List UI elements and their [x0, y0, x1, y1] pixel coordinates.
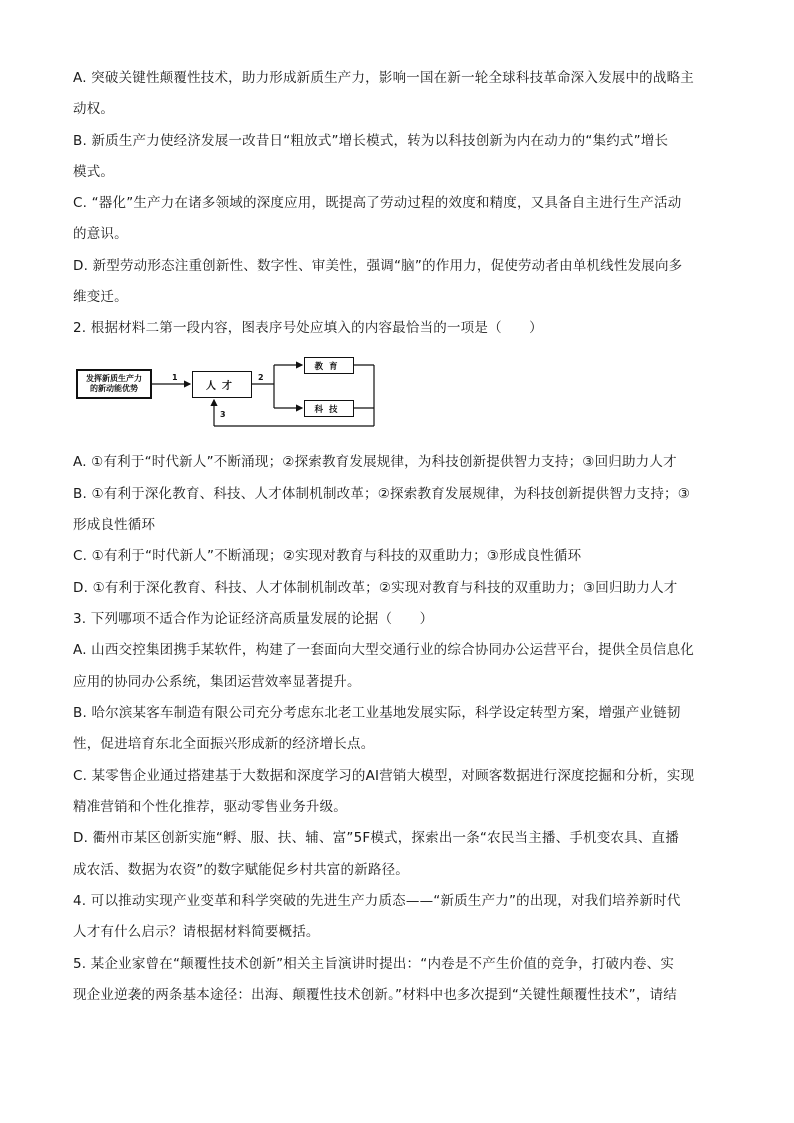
education-box: [304, 357, 354, 374]
technology-label: 科技: [314, 404, 344, 415]
text-line: 3. 下列哪项不适合作为论证经济高质量发展的论据（ ）: [73, 611, 434, 627]
text-line: 5. 某企业家曾在“颠覆性技术创新”相关主旨演讲时提出：“内卷是不产生价值的竞争，打破内卷、实: [73, 956, 675, 972]
text-line: 应用的协同办公系统，集团运营效率显著提升。: [73, 674, 361, 690]
talent-label: 人才: [206, 381, 238, 392]
text-line: C. ①有利于“时代新人”不断涌现；②实现对教育与科技的双重助力；③形成良性循环: [73, 548, 582, 564]
text-line: A. 山西交控集团携手某软件，构建了一套面向大型交通行业的综合协同办公运营平台，提供全员信息化: [73, 642, 694, 658]
text-line: 维变迁。: [73, 289, 128, 305]
text-line: B. ①有利于深化教育、科技、人才体制机制改革；②探索教育发展规律，为科技创新提供智力支持；③: [73, 486, 691, 502]
source-box: [76, 369, 152, 399]
text-line: D. 新型劳动形态注重创新性、数字性、审美性，强调“脑”的作用力，促使劳动者由单机线性发展向多: [73, 258, 683, 274]
text-line: A. ①有利于“时代新人”不断涌现；②探索教育发展规律，为科技创新提供智力支持；③回归助力人才: [73, 454, 677, 470]
text-line: D. 衢州市某区创新实施“孵、服、扶、辅、富”5F模式，探索出一条“农民当主播、手机变农具、直播: [73, 830, 679, 846]
text-line: B. 哈尔滨某客车制造有限公司充分考虑东北老工业基地发展实际，科学设定转型方案，增强产业链韧: [73, 705, 681, 721]
text-line: 2. 根据材料二第一段内容，图表序号处应填入的内容最恰当的一项是（ ）: [73, 320, 543, 336]
step-number-2: 2: [258, 373, 264, 382]
step-number-1: 1: [172, 373, 178, 382]
talent-box: [192, 371, 252, 398]
flow-diagram: [72, 355, 392, 430]
text-line: 现企业逆袭的两条基本途径：出海、颠覆性技术创新。”材料中也多次提到“关键性颠覆性技术”，请结: [73, 987, 677, 1003]
text-line: B. 新质生产力使经济发展一改昔日“粗放式”增长模式，转为以科技创新为内在动力的“集约式”增长: [73, 133, 669, 149]
source-label-2: 的新动能优势: [90, 384, 138, 393]
text-line: 模式。: [73, 164, 115, 180]
text-line: 动权。: [73, 101, 115, 117]
text-line: 成农活、数据为农资”的数字赋能促乡村共富的新路径。: [73, 862, 409, 878]
technology-box: [304, 400, 354, 417]
text-line: 人才有什么启示？请根据材料简要概括。: [73, 924, 320, 940]
education-label: 教育: [314, 361, 344, 372]
text-line: 性，促进培育东北全面振兴形成新的经济增长点。: [73, 736, 375, 752]
text-line: A. 突破关键性颠覆性技术，助力形成新质生产力，影响一国在新一轮全球科技革命深入发展中的战略主: [73, 70, 694, 86]
text-line: 的意识。: [73, 226, 128, 242]
text-line: D. ①有利于深化教育、科技、人才体制机制改革；②实现对教育与科技的双重助力；③回归助力人才: [73, 580, 678, 596]
text-line: 形成良性循环: [73, 517, 156, 533]
text-line: 4. 可以推动实现产业变革和科学突破的先进生产力质态——“新质生产力”的出现，对我们培养新时代: [73, 893, 681, 909]
source-label-1: 发挥新质生产力: [86, 374, 142, 383]
text-line: 精准营销和个性化推荐，驱动零售业务升级。: [73, 799, 347, 815]
text-line: C. “器化”生产力在诸多领域的深度应用，既提高了劳动过程的效度和精度，又具备自主进行生产活动: [73, 195, 682, 211]
text-line: C. 某零售企业通过搭建基于大数据和深度学习的AI营销大模型，对顾客数据进行深度挖掘和分析，实现: [73, 768, 695, 784]
step-number-3: 3: [220, 410, 226, 419]
